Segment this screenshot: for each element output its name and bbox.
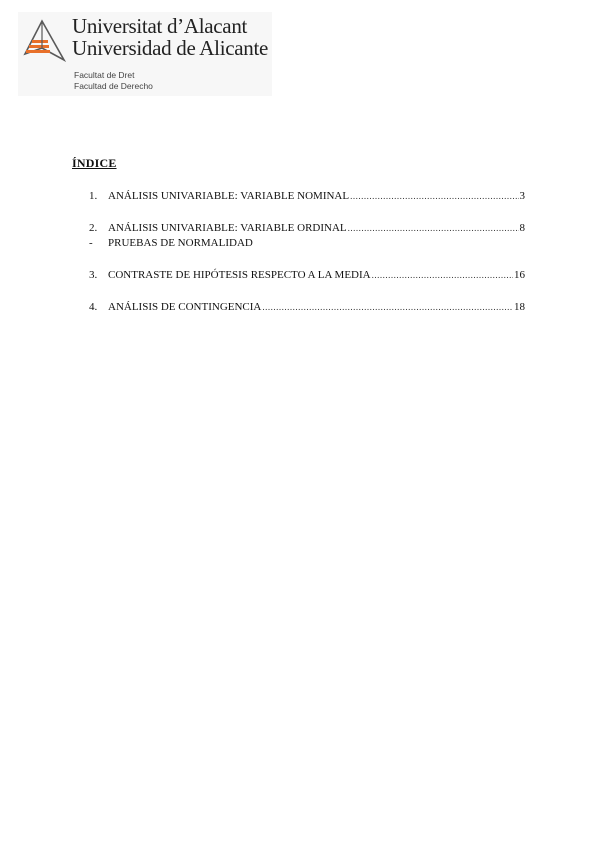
toc-entry-page: 18: [514, 301, 525, 313]
toc-leader-dots: [262, 301, 513, 314]
toc-entry-page: 16: [514, 269, 525, 281]
toc-entry-number: 4.: [89, 301, 98, 313]
toc-entry-page: 3: [519, 190, 525, 202]
toc-entry-page: 8: [519, 222, 525, 234]
toc-entry-4[interactable]: [89, 301, 525, 314]
university-header: [18, 12, 272, 96]
toc-leader-dots: [348, 222, 519, 235]
toc-entry-1[interactable]: [89, 190, 525, 203]
faculty-name-valencian: Facultat de Dret: [74, 70, 135, 80]
toc-entry-3[interactable]: [89, 269, 525, 282]
toc-entry-number: 1.: [89, 190, 98, 202]
toc-entry-2[interactable]: [89, 222, 525, 235]
toc-entry-number: 3.: [89, 269, 98, 281]
university-name-valencian: Universitat d’Alacant: [72, 14, 248, 38]
toc-leader-dots: [372, 269, 513, 282]
toc-leader-dots: [350, 190, 518, 203]
faculty-name-spanish: Facultad de Derecho: [74, 81, 153, 91]
toc-subentry-bullet: -: [89, 237, 93, 249]
university-logo-icon: [22, 18, 66, 62]
index-title: ÍNDICE: [72, 156, 117, 170]
toc-entry-number: 2.: [89, 222, 98, 234]
university-name-spanish: Universidad de Alicante: [72, 36, 269, 60]
toc-entry-label: ANÁLISIS DE CONTINGENCIA: [108, 301, 262, 313]
toc-entry-label: ANÁLISIS UNIVARIABLE: VARIABLE NOMINAL: [108, 190, 350, 202]
toc-entry-label: ANÁLISIS UNIVARIABLE: VARIABLE ORDINAL: [108, 222, 347, 234]
toc-entry-label: CONTRASTE DE HIPÓTESIS RESPECTO A LA MEDIA: [108, 269, 371, 281]
toc-subentry-label: PRUEBAS DE NORMALIDAD: [108, 237, 253, 249]
toc-subentry[interactable]: [89, 237, 253, 250]
